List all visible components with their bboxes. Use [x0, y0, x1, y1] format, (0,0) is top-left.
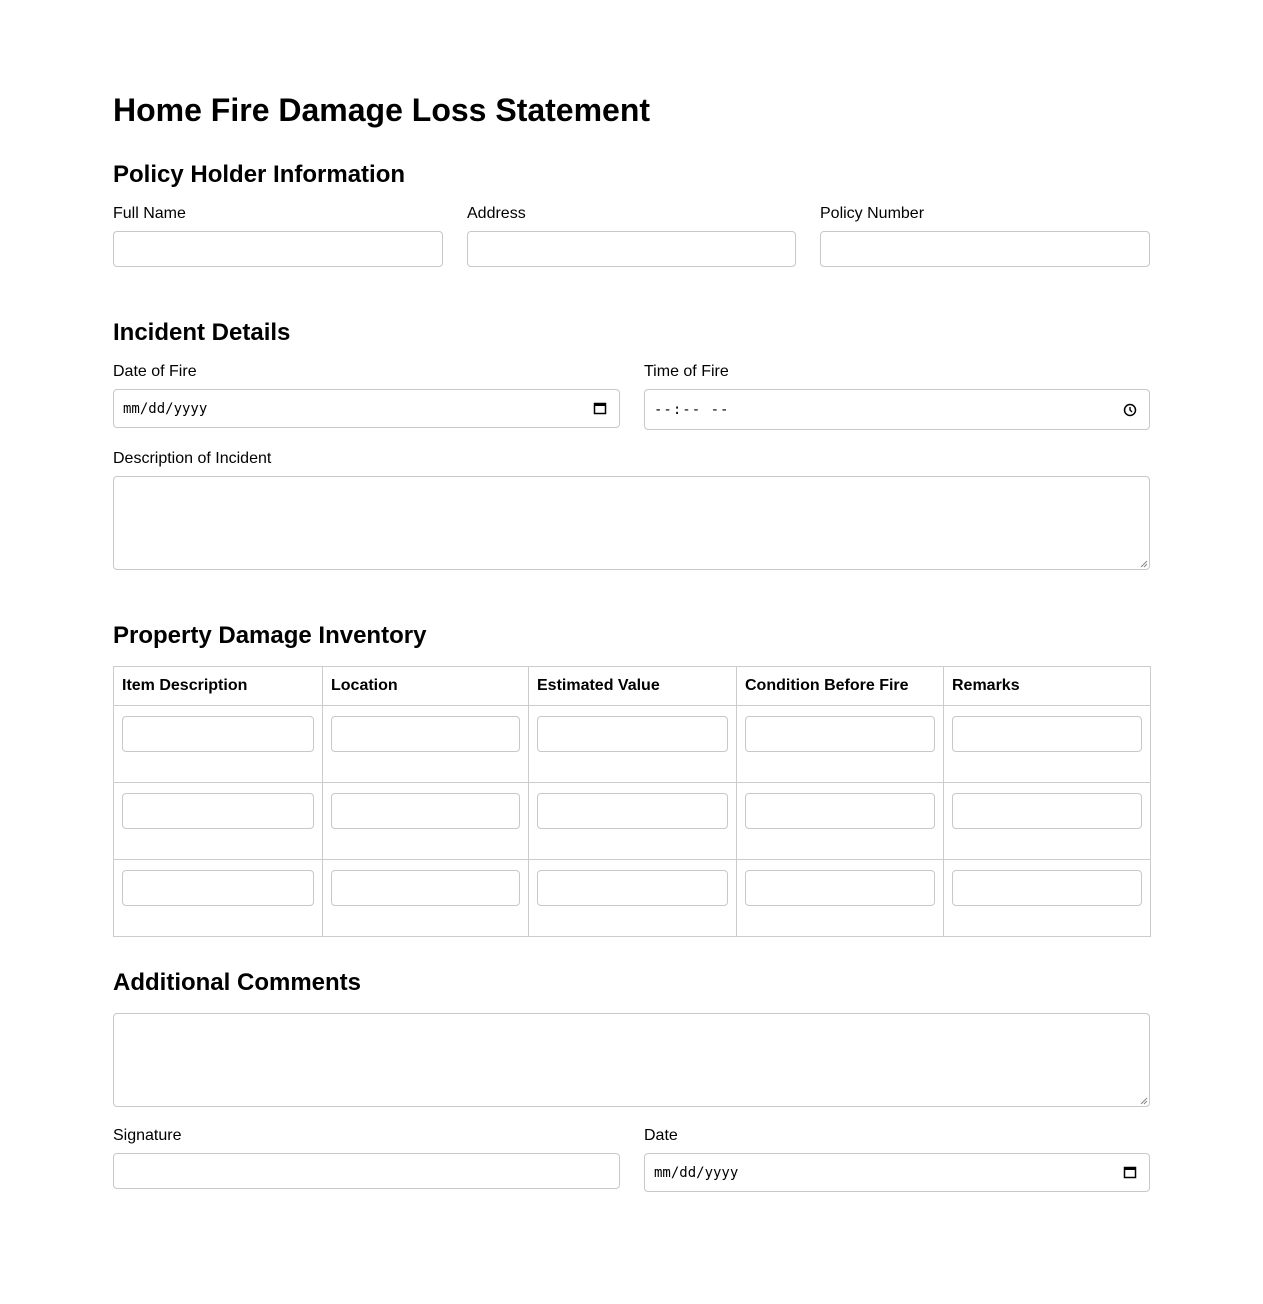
table-cell [737, 706, 944, 783]
condition-input[interactable] [745, 870, 935, 906]
policy-number-label: Policy Number [820, 205, 925, 222]
date-of-fire-input[interactable] [113, 389, 620, 428]
time-of-fire-label: Time of Fire [644, 363, 729, 380]
page-title: Home Fire Damage Loss Statement [113, 92, 651, 128]
address-label: Address [467, 205, 526, 222]
description-label: Description of Incident [113, 450, 272, 467]
signature-input[interactable] [113, 1153, 620, 1189]
address-input[interactable] [467, 231, 796, 267]
column-header-estimated-value: Estimated Value [529, 667, 737, 706]
date-label: Date [644, 1127, 678, 1144]
table-cell [114, 860, 323, 937]
condition-input[interactable] [745, 793, 935, 829]
table-cell [737, 783, 944, 860]
clock-icon[interactable] [1123, 403, 1137, 417]
table-cell [529, 783, 737, 860]
date-placeholder: mm/dd/yyyy [654, 1164, 739, 1181]
table-cell [737, 860, 944, 937]
table-cell [323, 860, 529, 937]
full-name-input[interactable] [113, 231, 443, 267]
section-heading-comments: Additional Comments [113, 969, 362, 996]
table-cell [944, 783, 1151, 860]
time-of-fire-input[interactable] [644, 389, 1150, 430]
date-of-fire-placeholder: mm/dd/yyyy [123, 400, 208, 417]
table-cell [323, 706, 529, 783]
description-textarea[interactable] [113, 476, 1150, 570]
table-cell [944, 706, 1151, 783]
table-header-row [114, 667, 1151, 706]
column-header-item-description: Item Description [114, 667, 323, 706]
resize-grip-icon[interactable] [1139, 1096, 1148, 1105]
calendar-icon[interactable] [1123, 1165, 1137, 1179]
location-input[interactable] [331, 716, 520, 752]
location-input[interactable] [331, 793, 520, 829]
item-description-input[interactable] [122, 793, 314, 829]
estimated-value-input[interactable] [537, 793, 728, 829]
date-input[interactable] [644, 1153, 1150, 1192]
policy-number-input[interactable] [820, 231, 1150, 267]
table-cell [114, 783, 323, 860]
condition-input[interactable] [745, 716, 935, 752]
location-input[interactable] [331, 870, 520, 906]
section-heading-inventory: Property Damage Inventory [113, 622, 427, 649]
section-heading-policy-holder: Policy Holder Information [113, 161, 406, 188]
table-cell [529, 706, 737, 783]
remarks-input[interactable] [952, 793, 1142, 829]
comments-textarea[interactable] [113, 1013, 1150, 1107]
column-header-condition: Condition Before Fire [737, 667, 944, 706]
remarks-input[interactable] [952, 716, 1142, 752]
time-of-fire-placeholder: --:-- -- [654, 401, 730, 418]
item-description-input[interactable] [122, 870, 314, 906]
table-row [114, 783, 1151, 860]
remarks-input[interactable] [952, 870, 1142, 906]
column-header-location: Location [323, 667, 529, 706]
table-cell [529, 860, 737, 937]
section-heading-incident: Incident Details [113, 319, 291, 346]
table-row [114, 706, 1151, 783]
estimated-value-input[interactable] [537, 716, 728, 752]
inventory-table [113, 666, 1151, 937]
column-header-remarks: Remarks [944, 667, 1151, 706]
table-cell [114, 706, 323, 783]
estimated-value-input[interactable] [537, 870, 728, 906]
table-cell [944, 860, 1151, 937]
table-cell [323, 783, 529, 860]
signature-label: Signature [113, 1127, 182, 1144]
item-description-input[interactable] [122, 716, 314, 752]
resize-grip-icon[interactable] [1139, 559, 1148, 568]
table-row [114, 860, 1151, 937]
date-of-fire-label: Date of Fire [113, 363, 197, 380]
calendar-icon[interactable] [593, 401, 607, 415]
full-name-label: Full Name [113, 205, 186, 222]
